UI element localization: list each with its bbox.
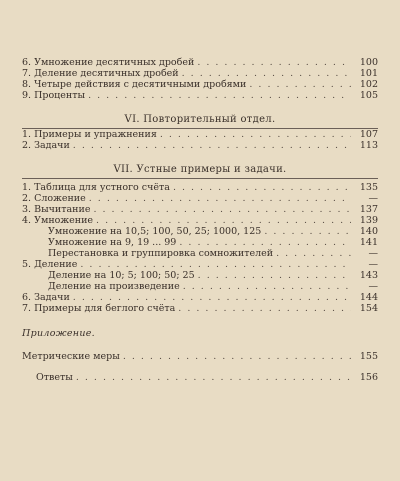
toc-entry: [22, 215, 378, 226]
toc-subentry: [48, 237, 378, 248]
toc-entry-page: 154: [359, 303, 378, 314]
leader-dots: [173, 182, 351, 193]
toc-entry-label: Умножение на 10,5; 100, 50, 25; 1000, 125: [48, 226, 262, 237]
toc-entry: [22, 68, 378, 79]
toc-entry-label: 9. Проценты: [22, 90, 86, 101]
leader-dots: [276, 248, 351, 259]
toc-entry: [22, 303, 378, 314]
toc-entry-page: 156: [359, 372, 378, 383]
leader-dots: [89, 193, 351, 204]
leader-dots: [96, 215, 351, 226]
toc-entry-page: —: [368, 248, 378, 259]
toc-subentry: [48, 248, 378, 259]
toc-entry-label: 6. Умножение десятичных дробей: [22, 57, 195, 68]
toc-entry-label: Ответы: [36, 372, 73, 383]
leader-dots: [198, 270, 351, 281]
toc-entry-page: 105: [359, 90, 378, 101]
toc-entry-label: Умножение на 9, 19 ... 99: [48, 237, 177, 248]
toc-entry-page: 102: [359, 79, 378, 90]
toc-entry-label: 7. Примеры для беглого счёта: [22, 303, 176, 314]
toc-entry-page: 107: [359, 129, 378, 140]
toc-entry-label: 3. Вычитание: [22, 204, 91, 215]
toc-entry-page: 113: [359, 140, 378, 151]
toc-entry-label: 4. Умножение: [22, 215, 94, 226]
leader-dots: [73, 140, 351, 151]
toc-entry-label: Деление на 10; 5; 100; 50; 25: [48, 270, 195, 281]
toc-entry: [22, 204, 378, 215]
toc-entry: [22, 259, 378, 270]
toc-entry-page: 139: [359, 215, 378, 226]
leader-dots: [123, 351, 351, 362]
leader-dots: [76, 372, 351, 383]
toc-entry-page: —: [368, 193, 378, 204]
toc-entry-label: 1. Таблица для устного счёта: [22, 182, 170, 193]
divider: [22, 178, 378, 179]
toc-entry: [22, 129, 378, 140]
toc-entry-label: 2. Задачи: [22, 140, 70, 151]
leader-dots: [80, 259, 351, 270]
toc-entry-page: 135: [359, 182, 378, 193]
toc-entry-label: 7. Деление десятичных дробей: [22, 68, 179, 79]
leader-dots: [160, 129, 351, 140]
toc-entry-page: 141: [359, 237, 378, 248]
toc-entry: [22, 90, 378, 101]
toc-entry-label: 2. Сложение: [22, 193, 86, 204]
toc-entry-page: 100: [359, 57, 378, 68]
appendix-heading: Приложение.: [22, 328, 95, 339]
section-heading: VI. Повторительный отдел.: [124, 114, 276, 125]
toc-subentry: [48, 226, 378, 237]
toc-entry: [22, 292, 378, 303]
toc-entry-label: Перестановка и группировка сомножителей: [48, 248, 274, 259]
leader-dots: [178, 303, 351, 314]
toc-entry: [22, 182, 378, 193]
toc-subentry: [48, 270, 378, 281]
toc-entry: [36, 372, 378, 383]
toc-entry-label: Метрические меры: [22, 351, 120, 362]
toc-entry: [22, 193, 378, 204]
section-heading: VII. Устные примеры и задачи.: [113, 164, 287, 175]
leader-dots: [249, 79, 351, 90]
toc-entry-label: 8. Четыре действия с десятичными дробями: [22, 79, 247, 90]
toc-entry-label: Деление на произведение: [48, 281, 180, 292]
toc-entry-page: 101: [359, 68, 378, 79]
toc-entry-page: —: [368, 259, 378, 270]
toc-entry-label: 6. Задачи: [22, 292, 70, 303]
toc-entry-page: 140: [359, 226, 378, 237]
toc-entry-page: 144: [359, 292, 378, 303]
toc-subentry: [48, 281, 378, 292]
toc-entry-page: 137: [359, 204, 378, 215]
toc-entry-page: 155: [359, 351, 378, 362]
leader-dots: [264, 226, 351, 237]
leader-dots: [88, 90, 351, 101]
toc-entry: [22, 140, 378, 151]
toc-entry: [22, 79, 378, 90]
toc-entry: [22, 351, 378, 362]
toc-entry-label: 5. Деление: [22, 259, 78, 270]
toc-entry-label: 1. Примеры и упражнения: [22, 129, 157, 140]
leader-dots: [179, 237, 351, 248]
leader-dots: [93, 204, 351, 215]
toc-entry-page: 143: [359, 270, 378, 281]
toc-entry: [22, 57, 378, 68]
leader-dots: [73, 292, 351, 303]
toc-entry-page: —: [368, 281, 378, 292]
leader-dots: [197, 57, 351, 68]
leader-dots: [182, 68, 351, 79]
leader-dots: [183, 281, 351, 292]
